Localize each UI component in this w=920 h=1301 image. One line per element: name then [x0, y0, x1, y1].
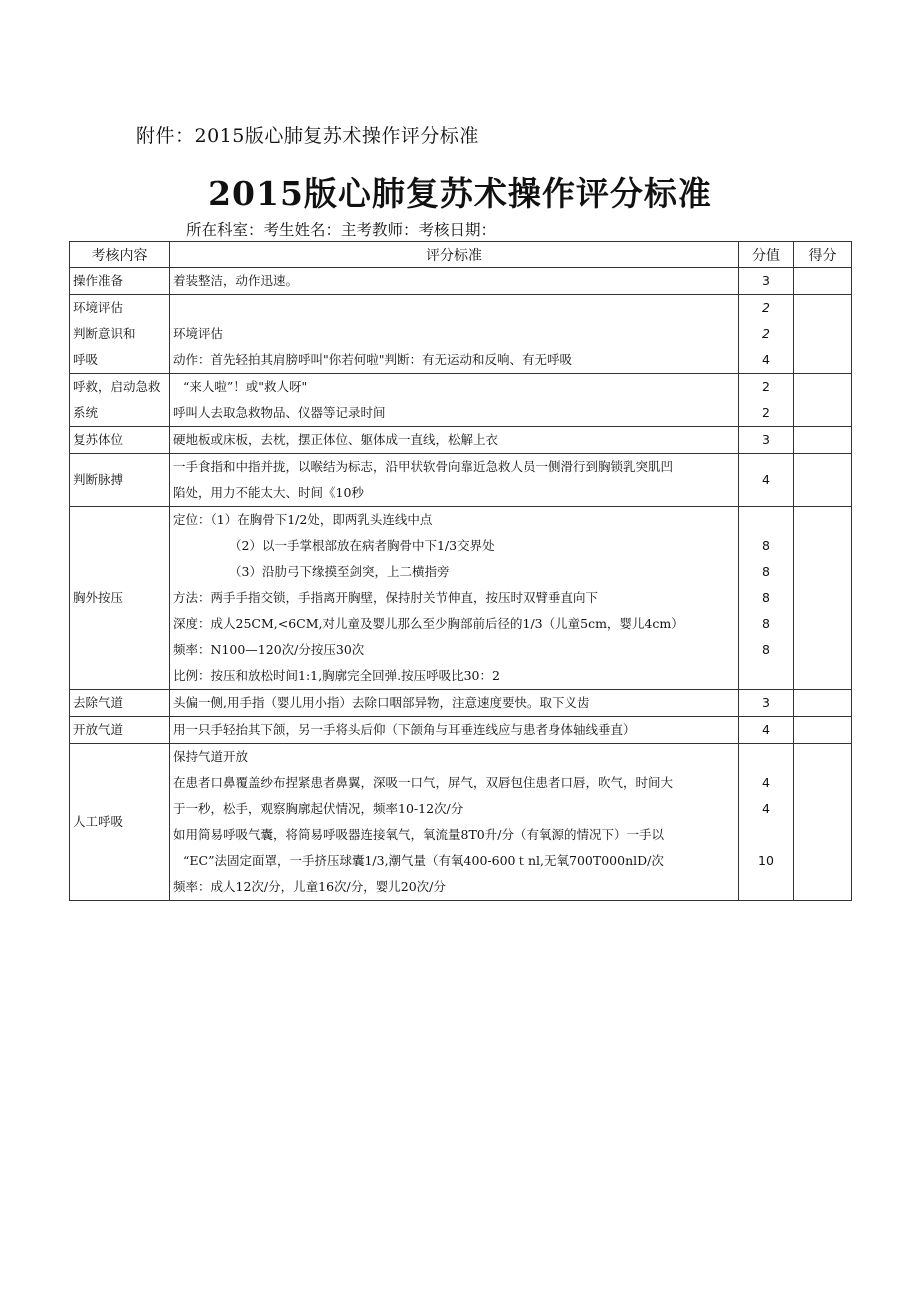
item-cell: [70, 268, 170, 295]
criteria-cell: [170, 744, 739, 901]
criteria-line: 动作：首先轻拍其肩膀呼叫"你若何啦"判断：有无运动和反响、有无呼吸: [173, 352, 573, 367]
criteria-line: （2）以一手掌根部放在病者胸骨中下1/3交界处: [229, 538, 495, 553]
table-row: [70, 374, 852, 427]
table-row: [70, 744, 852, 901]
score-value: 3: [762, 432, 770, 447]
score-value: 3: [762, 695, 770, 710]
score-value: 4: [762, 352, 770, 367]
criteria-line: 比例：按压和放松时间1:1,胸廓完全回弹.按压呼吸比30：2: [173, 668, 500, 683]
item-cell: [70, 295, 170, 374]
criteria-line: 频率：成人12次/分，儿童16次/分，婴儿20次/分: [173, 879, 446, 894]
obtained-score-cell[interactable]: [794, 295, 852, 374]
criteria-line: 着装整洁，动作迅速。: [173, 273, 299, 288]
item-line: 胸外按压: [73, 590, 124, 605]
criteria-line: 方法：两手手指交锁，手指离开胸壁，保持肘关节伸直，按压时双臂垂直向下: [173, 590, 599, 605]
criteria-cell: [170, 374, 739, 427]
criteria-line: 陷处，用力不能太大、时间《10秒: [173, 485, 364, 500]
score-cell: [739, 427, 794, 454]
item-line: 去除气道: [73, 695, 124, 710]
score-value: 2: [762, 405, 770, 420]
score-cell: [739, 295, 794, 374]
criteria-line: 一手食指和中指并拢，以喉结为标志，沿甲状软骨向靠近急救人员一侧滑行到胸锁乳突肌凹: [173, 459, 674, 474]
item-line: 判断脉搏: [73, 472, 124, 487]
exam-info-line: 所在科室：考生姓名：主考教师：考核日期：: [186, 221, 497, 239]
item-cell: [70, 744, 170, 901]
obtained-score-cell[interactable]: [794, 427, 852, 454]
criteria-line: 环境评估: [173, 326, 224, 341]
score-cell: [739, 454, 794, 507]
score-value: 8: [762, 564, 770, 579]
item-cell: [70, 507, 170, 690]
criteria-line: 频率：N100—120次/分按压30次: [173, 642, 365, 657]
table-row: [70, 295, 852, 374]
item-line: 系统: [73, 405, 99, 420]
page-title: 2015版心肺复苏术操作评分标准: [208, 174, 712, 213]
obtained-score-cell[interactable]: [794, 268, 852, 295]
table-header-row: [70, 242, 852, 268]
item-line: 呼吸: [73, 352, 99, 367]
item-cell: [70, 717, 170, 744]
table-row: [70, 268, 852, 295]
item-line: 判断意识和: [73, 326, 136, 341]
obtained-score-cell[interactable]: [794, 717, 852, 744]
criteria-line: 用一只手轻抬其下颌，另一手将头后仰（下颌角与耳垂连线应与患者身体轴线垂直）: [173, 722, 636, 737]
obtained-score-cell[interactable]: [794, 507, 852, 690]
score-value: 10: [758, 853, 774, 868]
item-cell: [70, 690, 170, 717]
table-row: [70, 690, 852, 717]
item-cell: [70, 454, 170, 507]
score-cell: [739, 268, 794, 295]
criteria-line: （3）沿肋弓下缘摸至剑突，上二横指旁: [229, 564, 450, 579]
scoring-table: [69, 241, 852, 901]
score-cell: [739, 507, 794, 690]
criteria-line: 定位：（1）在胸骨下1/2处，即两乳头连线中点: [173, 512, 433, 527]
criteria-cell: [170, 717, 739, 744]
score-value: 4: [762, 722, 770, 737]
score-value: [742, 822, 790, 848]
criteria-cell: [170, 507, 739, 690]
table-row: [70, 507, 852, 690]
score-cell: [739, 744, 794, 901]
criteria-line: “EC”法固定面罩，一手挤压球囊1/3,潮气量（有氧400-600ｔnl,无氧700T000nlD/次: [183, 853, 664, 868]
score-value: 4: [762, 472, 770, 487]
item-line: 操作准备: [73, 273, 124, 288]
score-value: 3: [762, 273, 770, 288]
criteria-line: [173, 295, 735, 321]
criteria-line: 于一秒，松手，观察胸廓起伏情况，频率10-12次/分: [173, 801, 464, 816]
criteria-line: 保持气道开放: [173, 749, 249, 764]
criteria-line: 硬地板或床板，去枕，摆正体位、躯体成一直线，松解上衣: [173, 432, 499, 447]
score-value: 8: [762, 590, 770, 605]
score-value: 8: [762, 616, 770, 631]
score-value: 4: [762, 775, 770, 790]
criteria-line: 在患者口鼻覆盖纱布捏紧患者鼻翼，深吸一口气，屏气，双唇包住患者口唇，吹气，时间大: [173, 775, 674, 790]
score-value: 8: [762, 642, 770, 657]
table-row: [70, 717, 852, 744]
obtained-score-cell[interactable]: [794, 454, 852, 507]
header-score: 分值: [739, 242, 794, 268]
item-cell: [70, 427, 170, 454]
criteria-cell: [170, 268, 739, 295]
criteria-cell: [170, 295, 739, 374]
criteria-cell: [170, 427, 739, 454]
header-obtained: 得分: [794, 242, 852, 268]
item-line: 人工呼吸: [73, 814, 124, 829]
obtained-score-cell[interactable]: [794, 374, 852, 427]
criteria-line: 深度：成人25CM,<6CM,对儿童及婴儿那么至少胸部前后径的1/3（儿童5cm，婴儿4cm）: [173, 616, 684, 631]
score-cell: [739, 717, 794, 744]
header-item: 考核内容: [70, 242, 170, 268]
item-line: 呼救，启动急救: [73, 379, 161, 394]
score-value: 4: [762, 801, 770, 816]
obtained-score-cell[interactable]: [794, 744, 852, 901]
criteria-cell: [170, 454, 739, 507]
attachment-label: 附件：2015版心肺复苏术操作评分标准: [136, 125, 479, 147]
score-value: 2: [762, 379, 770, 394]
item-line: 开放气道: [73, 722, 124, 737]
item-line: 环境评估: [73, 300, 124, 315]
table-row: [70, 454, 852, 507]
score-value: 2: [762, 300, 770, 315]
criteria-line: 如用简易呼吸气囊，将简易呼吸器连接氧气，氧流量8T0升/分（有氧源的情况下）一手以: [173, 827, 664, 842]
criteria-line: 头偏一侧,用手指（婴儿用小指）去除口咽部异物，注意速度要快。取下义齿: [173, 695, 590, 710]
criteria-line: “来人啦”！或"救人呀": [183, 379, 308, 394]
criteria-line: 呼叫人去取急救物品、仪器等记录时间: [173, 405, 386, 420]
item-line: 复苏体位: [73, 432, 124, 447]
obtained-score-cell[interactable]: [794, 690, 852, 717]
criteria-cell: [170, 690, 739, 717]
score-cell: [739, 374, 794, 427]
item-cell: [70, 374, 170, 427]
score-cell: [739, 690, 794, 717]
table-row: [70, 427, 852, 454]
score-value: 2: [762, 326, 770, 341]
score-value: 8: [762, 538, 770, 553]
header-criteria: 评分标准: [170, 242, 739, 268]
